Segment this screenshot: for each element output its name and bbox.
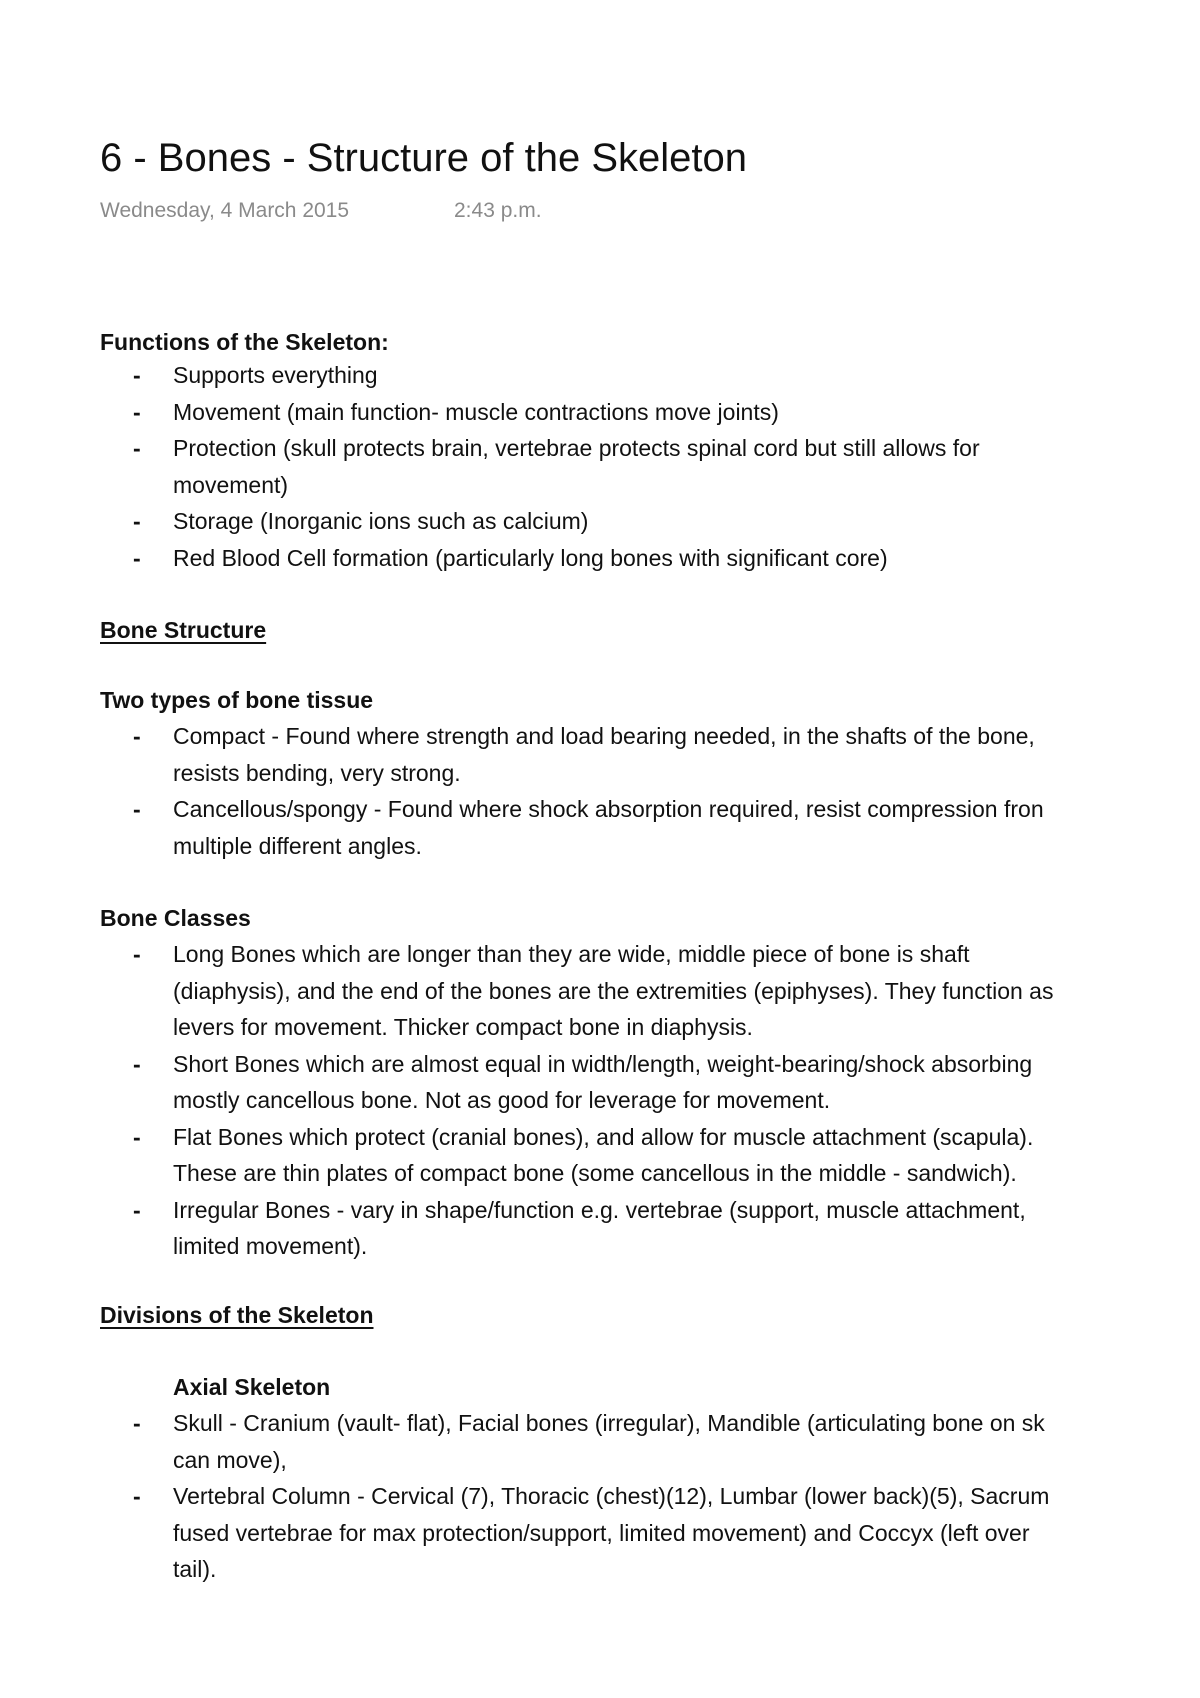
list-item-text: Irregular Bones - vary in shape/function e.g. vertebrae (support, muscle attachment, bbox=[173, 1196, 1026, 1223]
list-item-text: limited movement). bbox=[173, 1233, 368, 1259]
list-item bbox=[100, 718, 1200, 791]
list-item-text: mostly cancellous bone. Not as good for leverage for movement. bbox=[173, 1087, 831, 1113]
list-item-text: levers for movement. Thicker compact bone in diaphysis. bbox=[173, 1014, 753, 1040]
list-item bbox=[100, 1046, 1200, 1119]
list-item bbox=[100, 1192, 1200, 1265]
dash-bullet: - bbox=[133, 941, 141, 967]
dash-bullet: - bbox=[133, 796, 141, 822]
dash-bullet: - bbox=[133, 1483, 141, 1509]
list-item bbox=[100, 540, 1200, 577]
list-item bbox=[100, 503, 1200, 540]
list-item bbox=[100, 430, 1200, 503]
axial-heading: Axial Skeleton bbox=[173, 1374, 331, 1400]
list-item-text: movement) bbox=[173, 471, 289, 498]
list-item-text: Long Bones which are longer than they are wide, middle piece of bone is shaft bbox=[173, 941, 970, 967]
list-item-text: These are thin plates of compact bone (some cancellous in the middle - sandwich). bbox=[173, 1160, 1017, 1186]
list-item-text: Flat Bones which protect (cranial bones), and allow for muscle attachment (scapula). bbox=[173, 1123, 1034, 1150]
list-item-text: resists bending, very strong. bbox=[173, 759, 461, 786]
list-item-text: Movement (main function- muscle contractions move joints) bbox=[173, 398, 779, 425]
list-item bbox=[100, 1405, 1200, 1478]
dash-bullet: - bbox=[133, 544, 141, 571]
list-item-text: fused vertebrae for max protection/support, limited movement) and Coccyx (left over bbox=[173, 1519, 1030, 1546]
list-item bbox=[100, 394, 1200, 431]
classes-list bbox=[100, 936, 1200, 1265]
list-item-text: Short Bones which are almost equal in width/length, weight-bearing/shock absorbing bbox=[173, 1050, 1033, 1077]
divisions-heading: Divisions of the Skeleton bbox=[100, 1302, 374, 1328]
list-item-text: tail). bbox=[173, 1556, 217, 1582]
tissue-heading: Two types of bone tissue bbox=[100, 687, 374, 713]
axial-list bbox=[100, 1405, 1200, 1588]
dash-bullet: - bbox=[133, 435, 141, 461]
bone-structure-heading: Bone Structure bbox=[100, 617, 267, 643]
list-item-text: Compact - Found where strength and load bearing needed, in the shafts of the bone, bbox=[173, 723, 1035, 749]
dash-bullet: - bbox=[133, 362, 141, 388]
dash-bullet: - bbox=[133, 1123, 141, 1150]
dash-bullet: - bbox=[133, 508, 141, 534]
functions-heading: Functions of the Skeleton: bbox=[100, 329, 389, 355]
page-date: Wednesday, 4 March 2015 bbox=[100, 199, 350, 222]
list-item bbox=[100, 936, 1200, 1046]
list-item-text: (diaphysis), and the end of the bones are the extremities (epiphyses). They function as bbox=[173, 977, 1054, 1004]
list-item bbox=[100, 357, 1200, 394]
page-time: 2:43 p.m. bbox=[454, 199, 542, 222]
page-title: 6 - Bones - Structure of the Skeleton bbox=[100, 136, 748, 180]
list-item-text: Protection (skull protects brain, vertebrae protects spinal cord but still allows for bbox=[173, 435, 980, 461]
list-item-text: Red Blood Cell formation (particularly long bones with significant core) bbox=[173, 544, 888, 571]
list-item-text: multiple different angles. bbox=[173, 832, 422, 859]
dash-bullet: - bbox=[133, 1410, 141, 1436]
list-item-text: Storage (Inorganic ions such as calcium) bbox=[173, 508, 589, 534]
list-item bbox=[100, 1478, 1200, 1588]
dash-bullet: - bbox=[133, 1196, 141, 1223]
dash-bullet: - bbox=[133, 398, 141, 425]
page-meta bbox=[100, 198, 542, 224]
dash-bullet: - bbox=[133, 1050, 141, 1077]
list-item-text: Supports everything bbox=[173, 362, 378, 388]
list-item-text: can move), bbox=[173, 1446, 287, 1473]
list-item bbox=[100, 1119, 1200, 1192]
list-item bbox=[100, 791, 1200, 864]
dash-bullet: - bbox=[133, 723, 141, 749]
list-item-text: Vertebral Column - Cervical (7), Thoracic (chest)(12), Lumbar (lower back)(5), Sacrum bbox=[173, 1483, 1050, 1509]
list-item-text: Cancellous/spongy - Found where shock absorption required, resist compression fron bbox=[173, 796, 1044, 822]
list-item-text: Skull - Cranium (vault- flat), Facial bones (irregular), Mandible (articulating bone on sk bbox=[173, 1410, 1045, 1436]
functions-list bbox=[100, 357, 1200, 576]
classes-heading: Bone Classes bbox=[100, 905, 251, 931]
tissue-list bbox=[100, 718, 1200, 864]
